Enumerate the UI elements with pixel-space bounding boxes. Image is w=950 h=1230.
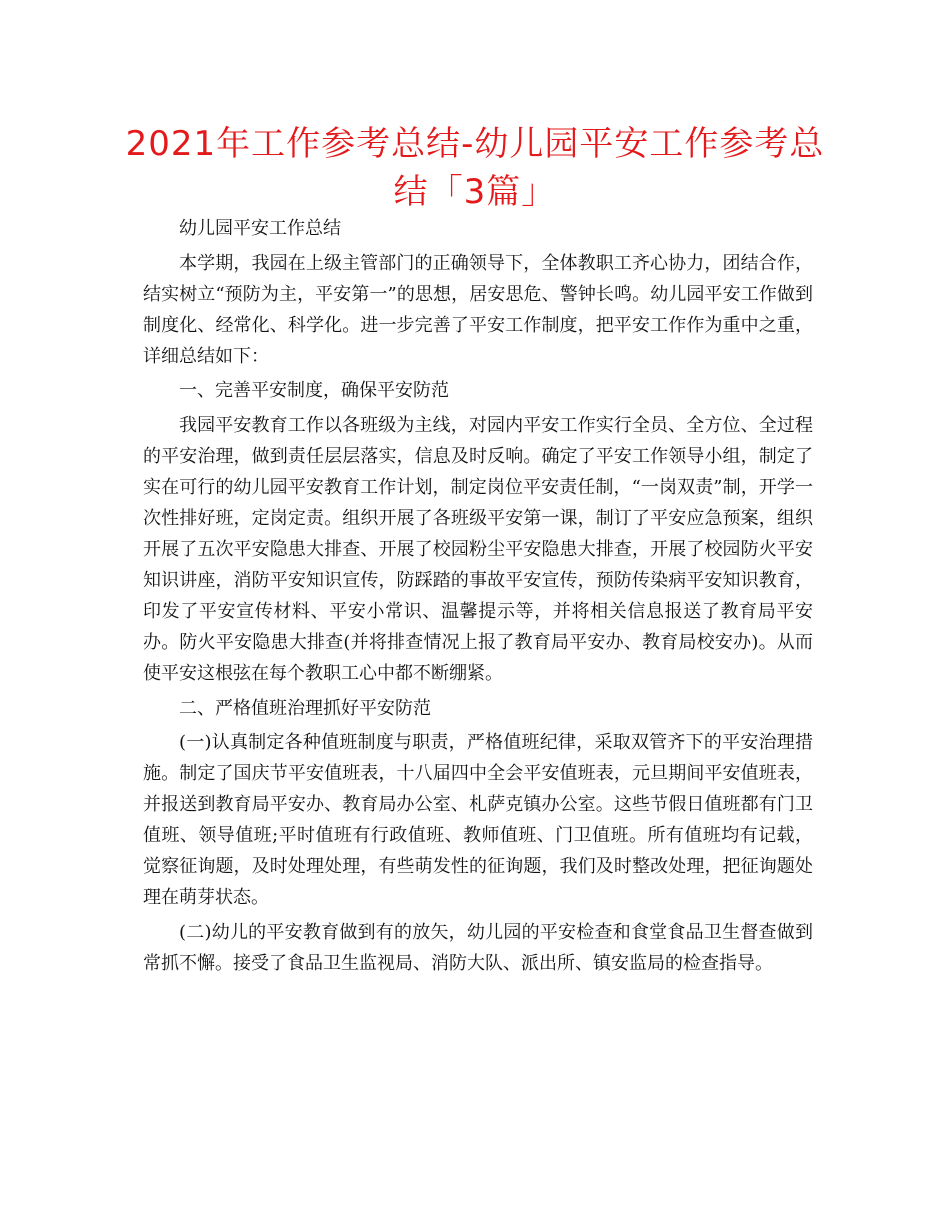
body-paragraph: 本学期，我园在上级主管部门的正确领导下，全体教职工齐心协力，团结合作，结实树立“预防为主，平安第一”的思想，居安思危、警钟长鸣。幼儿园平安工作做到制度化、经常化、科学化。进一步完善了平安工作制度，把平安工作作为重中之重，详细总结如下： <box>143 252 813 367</box>
body-paragraph: (一)认真制定各种值班制度与职责，严格值班纪律，采取双管齐下的平安治理措施。制定了国庆节平安值班表，十八届四中全会平安值班表，元旦期间平安值班表，并报送到教育局平安办、教育局办公室、札萨克镇办公室。这些节假日值班都有门卫值班、领导值班;平时值班有行政值班、教师值班、门卫值班。所有值班均有记载，觉察征询题，及时处理处理，有些萌发性的征询题，我们及时整改处理，把征询题处理在萌芽状态。 <box>143 732 813 909</box>
body-paragraph: (二)幼儿的平安教育做到有的放矢，幼儿园的平安检查和食堂食品卫生督查做到常抓不懈。接受了食品卫生监视局、消防大队、派出所、镇安监局的检查指导。 <box>143 922 813 975</box>
document-body <box>143 213 813 983</box>
document-title: 2021年工作参考总结-幼儿园平安工作参考总结「3篇」 <box>125 124 825 212</box>
section-heading: 二、严格值班治理抓好平安防范 <box>179 697 431 719</box>
body-paragraph: 我园平安教育工作以各班级为主线，对园内平安工作实行全员、全方位、全过程的平安治理，做到责任层层落实，信息及时反响。确定了平安工作领导小组，制定了实在可行的幼儿园平安教育工作计划，制定岗位平安责任制，“一岗双责”制，开学一次性排好班，定岗定责。组织开展了各班级平安第一课，制订了平安应急预案，组织开展了五次平安隐患大排查、开展了校园粉尘平安隐患大排查，开展了校园防火平安知识讲座，消防平安知识宣传，防踩踏的事故平安宣传，预防传染病平安知识教育，印发了平安宣传材料、平安小常识、温馨提示等，并将相关信息报送了教育局平安办。防火平安隐患大排查(并将排查情况上报了教育局平安办、教育局校安办)。从而使平安这根弦在每个教职工心中都不断绷紧。 <box>143 415 813 685</box>
section-heading: 一、完善平安制度，确保平安防范 <box>179 380 449 402</box>
section-heading: 幼儿园平安工作总结 <box>179 218 341 239</box>
